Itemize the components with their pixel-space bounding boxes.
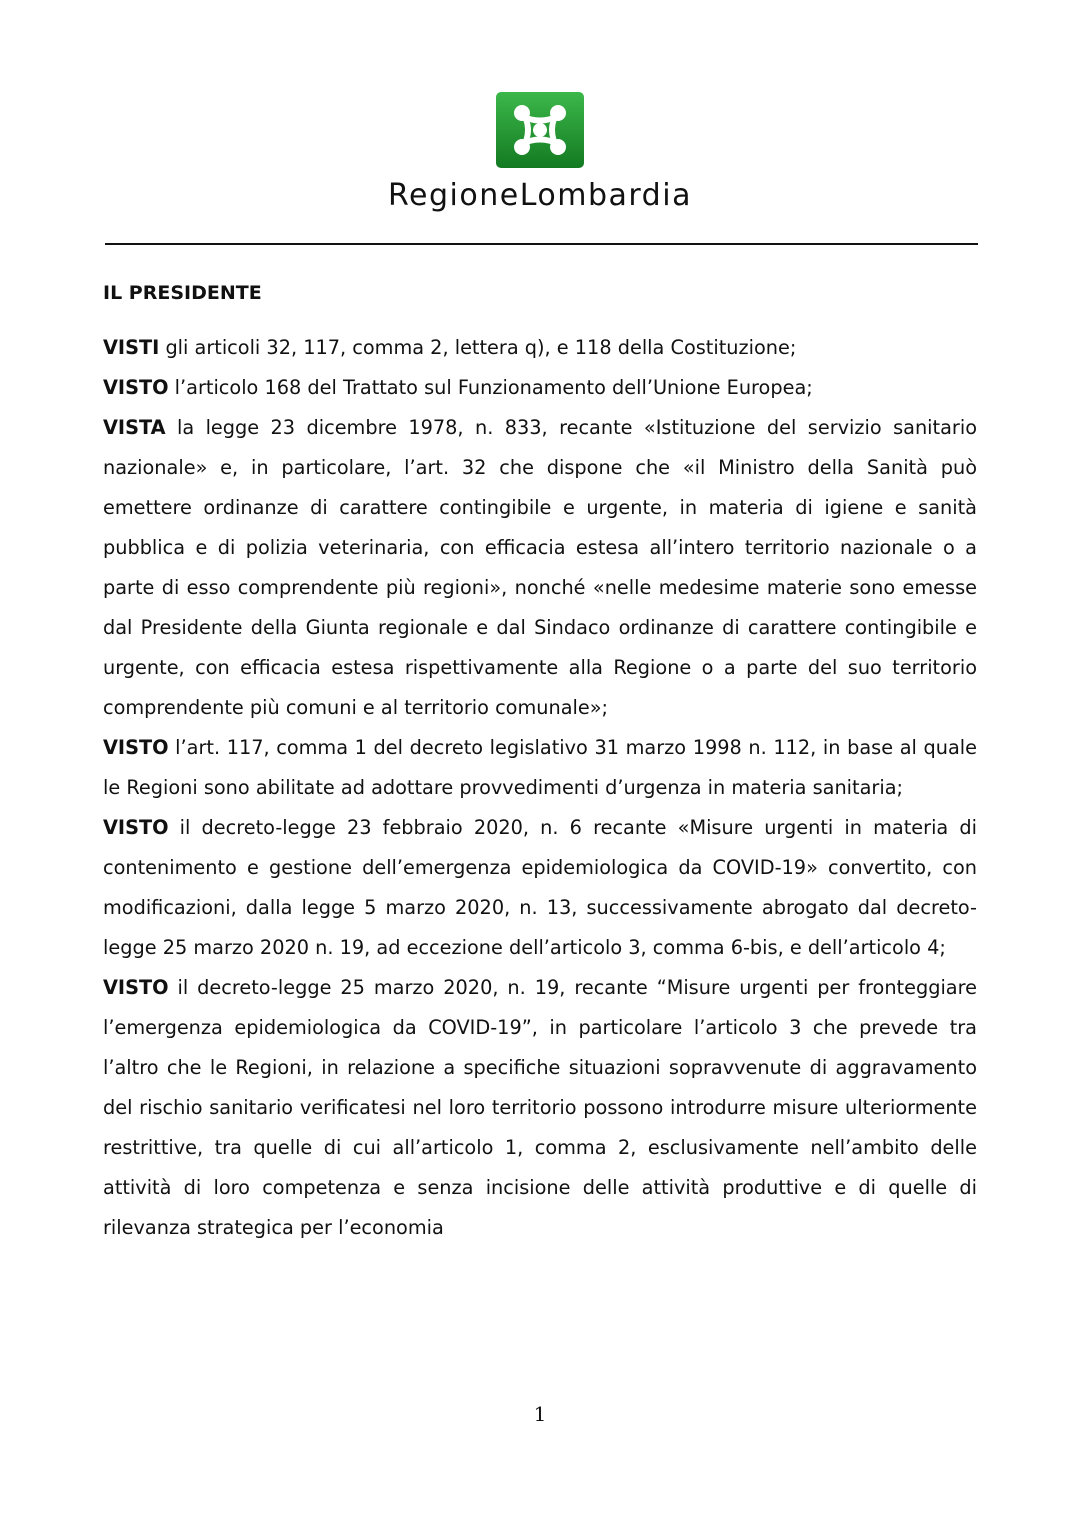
- paragraph-visto-dlgs-112: [103, 728, 977, 808]
- page-number: 1: [533, 1402, 547, 1426]
- paragraph-text: la legge 23 dicembre 1978, n. 833, recante «Istituzione del servizio sanitario nazionale» e, in particolare, l’art. 32 che dispone che «il Ministro della Sanità può emettere ordinanze di carattere contingibile e urgente, in materia di igiene e sanità pubblica e di polizia veterinaria, con efficacia estesa all’intero territorio nazionale o a parte di esso comprendente più regioni», nonché «nelle medesime materie sono emesse dal Presidente della Giunta regionale e dal Sindaco ordinanze di carattere contingibile e urgente, con efficacia estesa rispettivamente alla Regione o a parte del suo territorio comprendente più comuni e al territorio comunale»;: [103, 416, 977, 719]
- paragraph-text: l’art. 117, comma 1 del decreto legislativo 31 marzo 1998 n. 112, in base al quale le Regioni sono abilitate ad adottare provvedimenti d’urgenza in materia sanitaria;: [103, 736, 977, 799]
- document-heading: IL PRESIDENTE: [103, 282, 262, 304]
- paragraph-text: il decreto-legge 23 febbraio 2020, n. 6 recante «Misure urgenti in materia di contenimento e gestione dell’emergenza epidemiologica da COVID-19» convertito, con modificazioni, dalla legge 5 marzo 2020, n. 13, successivamente abrogato dal decreto-legge 25 marzo 2020 n. 19, ad eccezione dell’articolo 3, comma 6-bis, e dell’articolo 4;: [103, 816, 977, 959]
- paragraph-text: il decreto-legge 25 marzo 2020, n. 19, recante “Misure urgenti per fronteggiare l’emergenza epidemiologica da COVID-19”, in particolare l’articolo 3 che prevede tra l’altro che le Regioni, in relazione a specifiche situazioni sopravvenute di aggravamento del rischio sanitario verificatesi nel loro territorio possono introdurre misure ulteriormente restrittive, tra quelle di cui all’articolo 1, comma 2, esclusivamente nell’ambito delle attività di loro competenza e senza incisione delle attività produttive e di quelle di rilevanza strategica per l’economia: [103, 976, 977, 1239]
- paragraph-visto-trattato: [103, 368, 977, 408]
- paragraph-keyword: VISTO: [103, 376, 169, 399]
- regione-lombardia-rosa-camuna-icon: [496, 92, 584, 168]
- paragraph-vista-legge-833: [103, 408, 977, 728]
- paragraph-keyword: VISTO: [103, 976, 169, 999]
- header-divider: [105, 243, 978, 245]
- document-header: [0, 92, 1080, 216]
- paragraph-visti-costituzione: [103, 328, 977, 368]
- paragraph-keyword: VISTA: [103, 416, 166, 439]
- paragraph-keyword: VISTO: [103, 816, 169, 839]
- document-body: [103, 328, 977, 1248]
- paragraph-visto-dl-19: [103, 968, 977, 1248]
- brand-name: RegioneLombardia: [388, 178, 692, 213]
- paragraph-keyword: VISTI: [103, 336, 160, 359]
- paragraph-keyword: VISTO: [103, 736, 169, 759]
- paragraph-text: gli articoli 32, 117, comma 2, lettera q), e 118 della Costituzione;: [159, 336, 797, 359]
- paragraph-visto-dl-6: [103, 808, 977, 968]
- paragraph-text: l’articolo 168 del Trattato sul Funzionamento dell’Unione Europea;: [168, 376, 813, 399]
